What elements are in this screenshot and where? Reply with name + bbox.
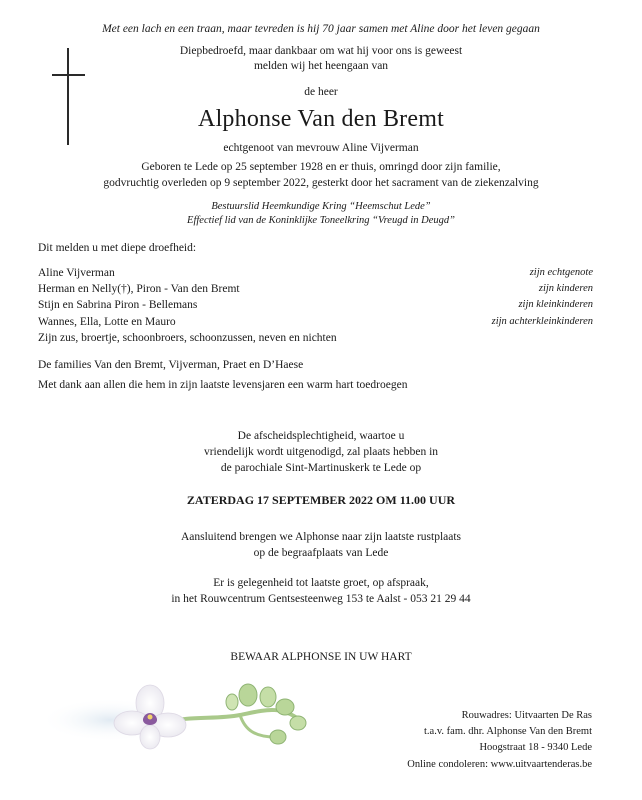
contact-line-1: Rouwadres: Uitvaarten De Ras bbox=[461, 710, 592, 721]
contact-line-3: Hoogstraat 18 - 9340 Lede bbox=[479, 742, 592, 754]
families-line: De families Van den Bremt, Vijverman, Praet en D’Haese bbox=[38, 359, 304, 371]
orchid-branch bbox=[240, 715, 275, 737]
death-line: godvruchtig overleden op 9 september 2022, gesterkt door het sacrament van de ziekenzalving bbox=[103, 177, 539, 189]
closing-line: BEWAAR ALPHONSE IN UW HART bbox=[230, 651, 412, 663]
relative-names: Aline Vijverman bbox=[38, 267, 115, 279]
orchid-illustration bbox=[40, 675, 320, 785]
spouse-line: echtgenoot van mevrouw Aline Vijverman bbox=[223, 142, 419, 154]
contact-line-4[interactable]: Online condoleren: www.uitvaartenderas.be bbox=[407, 758, 592, 770]
list-item bbox=[38, 330, 593, 346]
relative-names: Wannes, Ella, Lotte en Mauro bbox=[38, 315, 176, 328]
title-prefix: de heer bbox=[304, 86, 338, 98]
ceremony-date: ZATERDAG 17 SEPTEMBER 2022 OM 11.00 UUR bbox=[186, 493, 456, 507]
announce-line-1: Diepbedroefd, maar dankbaar om wat hij voor ons is geweest bbox=[179, 45, 463, 57]
burial-line-1: Aansluitend brengen we Alphonse naar zijn laatste rustplaats bbox=[180, 531, 462, 543]
farewell-line-1: Er is gelegenheid tot laatste groet, op afspraak, bbox=[213, 577, 429, 589]
intro-quote: Met een lach en een traan, maar tevreden is hij 70 jaar samen met Aline door het leven gegaan bbox=[102, 23, 540, 35]
farewell-line-2: in het Rouwcentrum Gentsesteenweg 153 te Aalst - 053 21 29 44 bbox=[171, 593, 471, 605]
orchid-bud bbox=[226, 694, 238, 710]
burial-line-2: op de begraafplaats van Lede bbox=[253, 547, 389, 559]
orchid-bud bbox=[290, 716, 306, 730]
ceremony-line-2: vriendelijk wordt uitgenodigd, zal plaats hebben in bbox=[203, 446, 439, 458]
relative-role: zijn kleinkinderen bbox=[518, 299, 593, 311]
announce-line-2: melden wij het heengaan van bbox=[253, 60, 389, 72]
orchid-bud bbox=[276, 699, 294, 715]
orchid-bud bbox=[270, 730, 286, 744]
deceased-name: Alphonse Van den Bremt bbox=[198, 106, 444, 132]
function-line-2: Effectief lid van de Koninklijke Toneelkring “Vreugd in Deugd” bbox=[187, 215, 455, 226]
relative-names: Herman en Nelly(†), Piron - Van den Bremt bbox=[38, 283, 240, 296]
list-item bbox=[38, 281, 593, 297]
contact-block bbox=[407, 708, 592, 773]
relative-role: zijn echtgenote bbox=[529, 267, 593, 278]
grief-intro: Dit melden u met diepe droefheid: bbox=[38, 242, 197, 254]
ceremony-line-3: de parochiale Sint-Martinuskerk te Lede op bbox=[220, 462, 422, 474]
list-item bbox=[38, 265, 593, 281]
birth-line: Geboren te Lede op 25 september 1928 en er thuis, omringd door zijn familie, bbox=[141, 161, 501, 173]
contact-line-2: t.a.v. fam. dhr. Alphonse Van den Bremt bbox=[424, 726, 592, 738]
ceremony-line-1: De afscheidsplechtigheid, waartoe u bbox=[237, 430, 405, 442]
relative-names: Stijn en Sabrina Piron - Bellemans bbox=[38, 299, 198, 312]
relative-role: zijn achterkleinkinderen bbox=[491, 315, 593, 327]
relative-role: zijn kinderen bbox=[538, 283, 593, 295]
function-line-1: Bestuurslid Heemkundige Kring “Heemschut Lede” bbox=[211, 201, 431, 212]
orchid-bud bbox=[239, 684, 257, 706]
relatives-list bbox=[38, 265, 593, 346]
orchid-bud bbox=[260, 687, 276, 707]
cross-horizontal-bar bbox=[52, 74, 85, 76]
thanks-line: Met dank aan allen die hem in zijn laatste levensjaren een warm hart toedroegen bbox=[38, 379, 408, 391]
relative-names: Zijn zus, broertje, schoonbroers, schoonzussen, neven en nichten bbox=[38, 331, 337, 344]
list-item bbox=[38, 297, 593, 313]
list-item bbox=[38, 314, 593, 330]
